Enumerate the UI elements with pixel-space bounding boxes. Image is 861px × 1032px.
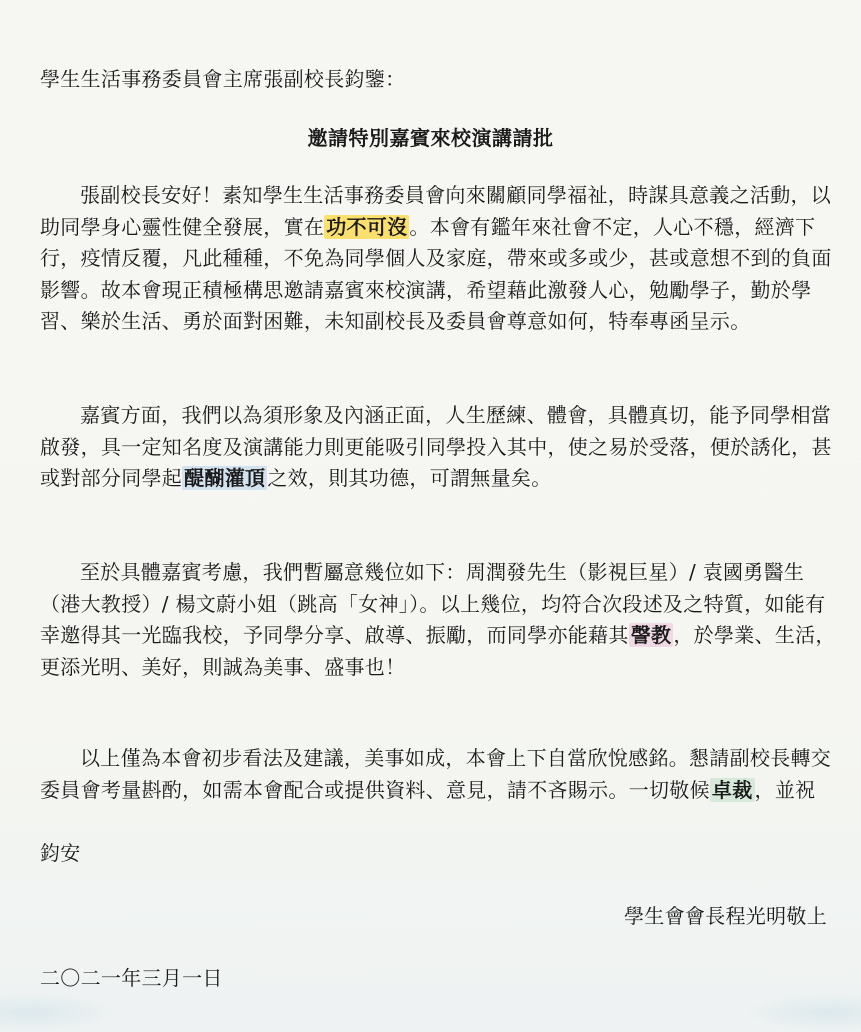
highlight-phrase-1: 功不可沒: [326, 214, 408, 239]
salutation: 學生生活事務委員會主席張副校長鈞鑒：: [40, 67, 406, 91]
highlight-phrase-3: 謦教: [630, 623, 672, 648]
paragraph-3-text-a: 至於具體嘉賓考慮，我們暫屬意幾位如下：周潤發先生（影視巨星）/ 袁國勇醫生（港大教授）/ 楊文蔚小姐（跳高「女神」）。以上幾位，均符合次段述及之特質，如能有幸邀得其一光臨我校，予同學分享、啟導、振勵，而同學亦能藉其: [40, 560, 826, 648]
highlight-phrase-2: 醍醐灌頂: [184, 466, 266, 491]
paragraph-2-text-b: 之效，則其功德，可謂無量矣。: [267, 466, 552, 491]
closing-greeting: 鈞安: [40, 841, 81, 865]
paragraph-3-text-b: ，於學業、生活，更添光明、美好，則誠為美事、盛事也！: [40, 623, 836, 679]
paragraph-1: [40, 180, 840, 338]
paragraph-1-text-a: 張副校長安好！素知學生生活事務委員會向來關顧同學福祉，時謀具意義之活動，以助同學身心靈性健全發展，實在: [40, 183, 832, 239]
decorative-corner-right: [741, 992, 861, 1032]
letter-date: 二〇二一年三月一日: [40, 966, 223, 990]
signature-line: 學生會會長程光明敬上: [624, 904, 827, 928]
letter-title: 邀請特別嘉賓來校演講請批: [307, 126, 554, 150]
paragraph-2: [40, 400, 840, 495]
paragraph-4-text-a: 以上僅為本會初步看法及建議，美事如成，本會上下自當欣悅感銘。懇請副校長轉交委員會考量斟酌，如需本會配合或提供資料、意見，請不吝賜示。一切敬候: [40, 746, 832, 802]
paragraph-1-text-b: 。本會有鑑年來社會不定，人心不穩，經濟下行，疫情反覆，凡此種種，不免為同學個人及家庭，帶來或多或少，甚或意想不到的負面影響。故本會現正積極構思邀請嘉賓來校演講，希望藉此激發人心，勉勵學子，勤於學習、樂於生活、勇於面對困難，未知副校長及委員會尊意如何，特奉專函呈示。: [40, 214, 832, 334]
paragraph-4-text-b: ，並祝: [754, 777, 816, 802]
decorative-corner-left: [0, 992, 120, 1032]
paragraph-2-text-a: 嘉賓方面，我們以為須形象及內涵正面，人生歷練、體會，具體真切，能予同學相當啟發，具一定知名度及演講能力則更能吸引同學投入其中，使之易於受落，便於誘化，甚或對部分同學起: [40, 403, 832, 491]
paragraph-3: [40, 557, 840, 683]
highlight-phrase-4: 卓裁: [711, 777, 753, 802]
paragraph-4: [40, 743, 840, 806]
